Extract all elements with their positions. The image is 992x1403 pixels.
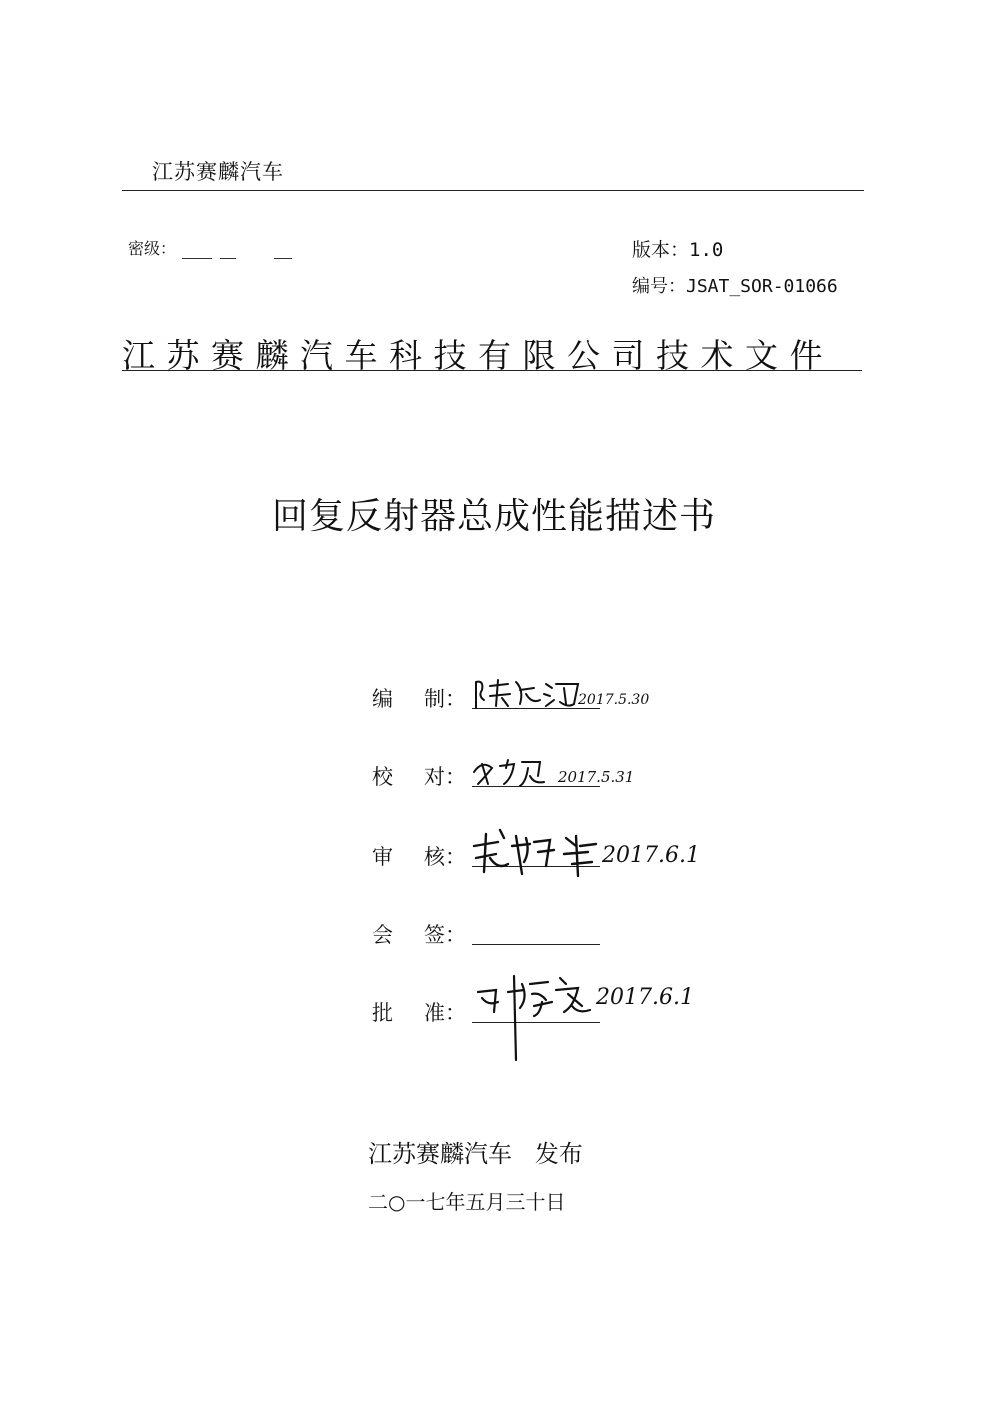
row-label-5a: 批 xyxy=(372,1001,393,1025)
sign-date-1: 2017.5.30 xyxy=(578,692,650,708)
signature-row-review xyxy=(372,836,700,876)
handwritten-signature xyxy=(468,962,728,1072)
row-label-5b: 准： xyxy=(424,1001,466,1025)
row-label-4b: 签： xyxy=(424,923,466,947)
handwritten-signature xyxy=(468,818,728,888)
company-brand: 江苏赛麟汽车 xyxy=(152,160,284,184)
secrecy-blank xyxy=(182,245,292,259)
secrecy-level xyxy=(128,236,292,259)
signature-row-approve xyxy=(372,985,694,1032)
sign-date-5: 2017.6.1 xyxy=(596,985,694,1010)
row-label-1b: 制： xyxy=(424,687,466,711)
row-label-4a: 会 xyxy=(372,923,393,947)
row-label-2b: 对： xyxy=(424,765,466,789)
handwritten-signature xyxy=(468,738,658,798)
publish-date: 二○一七年五月三十日 xyxy=(368,1190,566,1214)
secrecy-label: 密级： xyxy=(128,239,177,258)
header-divider xyxy=(122,190,864,191)
publisher-line: 江苏赛麟汽车 发布 xyxy=(368,1140,583,1168)
document-code: 编号：JSAT_SOR-01066 xyxy=(632,276,838,297)
row-label-3a: 审 xyxy=(372,845,393,869)
handwritten-signature xyxy=(468,660,658,720)
signature-line xyxy=(472,944,600,945)
version-number: 版本：1.0 xyxy=(632,239,724,261)
sign-date-2: 2017.5.31 xyxy=(558,768,635,786)
signature-row-compile xyxy=(372,678,650,718)
row-label-3b: 核： xyxy=(424,845,466,869)
signature-row-proofread xyxy=(372,756,635,796)
heading-underline xyxy=(122,370,862,371)
company-document-heading: 江苏赛麟汽车科技有限公司技术文件 xyxy=(122,336,834,375)
row-label-1a: 编 xyxy=(372,687,393,711)
document-title: 回复反射器总成性能描述书 xyxy=(272,496,717,537)
row-label-2a: 校 xyxy=(372,765,393,789)
signature-row-countersign xyxy=(372,914,472,954)
sign-date-3: 2017.6.1 xyxy=(602,843,700,868)
